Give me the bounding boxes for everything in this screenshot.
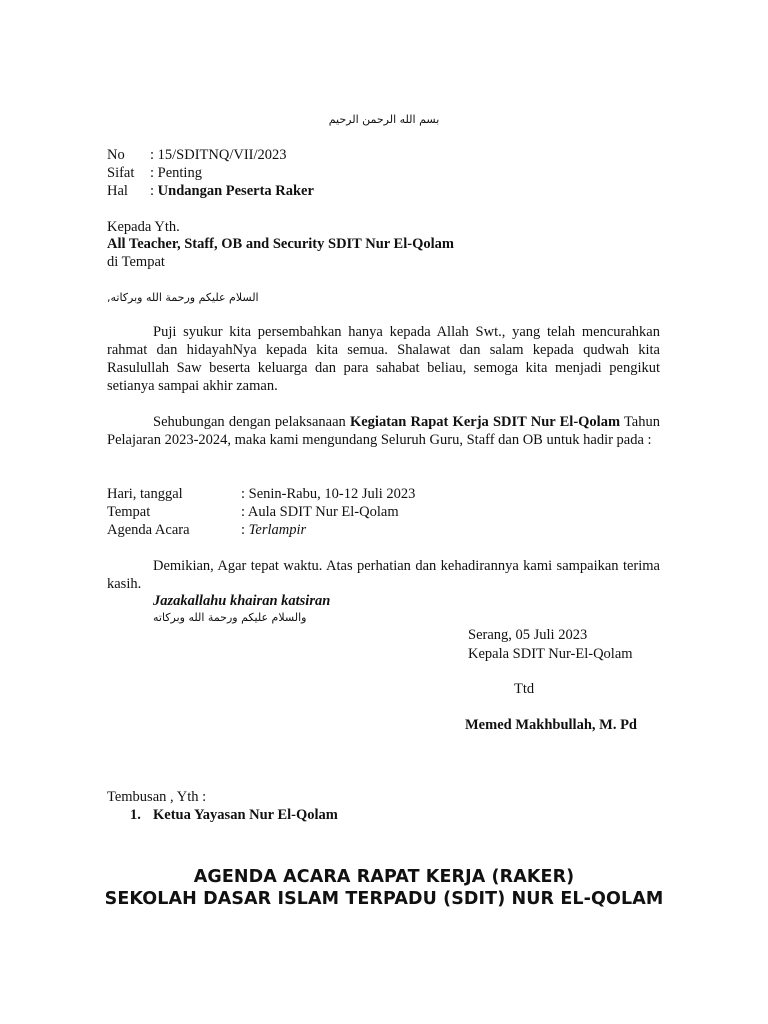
recipient-name: All Teacher, Staff, OB and Security SDIT Nur El-Qolam xyxy=(107,236,454,252)
tembusan-label: Tembusan , Yth : xyxy=(107,789,207,805)
meta-sifat-row xyxy=(107,164,202,182)
meta-sifat-label: Sifat xyxy=(107,165,135,181)
meta-no-value: : 15/SDITNQ/VII/2023 xyxy=(150,147,287,163)
paragraph-invitation-rest: Tahun Pelajaran 2023-2024, maka kami mengundang Seluruh Guru, Staff dan OB untuk hadir pada : xyxy=(107,414,660,448)
meta-no-row xyxy=(107,146,287,164)
agenda-heading-line1: AGENDA ACARA RAPAT KERJA (RAKER) xyxy=(193,867,575,887)
signature-name: Memed Makhbullah, M. Pd xyxy=(465,717,637,733)
paragraph-opening xyxy=(107,323,660,395)
meta-sifat-value: : Penting xyxy=(150,165,202,181)
signature-position: Kepala SDIT Nur-El-Qolam xyxy=(468,646,633,662)
meta-hal-separator: : xyxy=(150,183,158,199)
meta-hal-label: Hal xyxy=(107,183,128,199)
meta-hal-row xyxy=(107,182,314,200)
event-date-value: : Senin-Rabu, 10-12 Juli 2023 xyxy=(241,486,416,502)
event-agenda-separator: : xyxy=(241,522,249,538)
recipient-place: di Tempat xyxy=(107,254,165,270)
basmalah: بسم الله الرحمن الرحيم xyxy=(328,113,440,126)
meta-hal-value: Undangan Peserta Raker xyxy=(157,183,314,199)
tembusan-item-number: 1. xyxy=(130,807,141,823)
salam-opening: السلام عليكم ورحمة الله وبركاته, xyxy=(107,291,259,304)
paragraph-invitation xyxy=(107,413,660,449)
event-agenda-row xyxy=(107,521,306,539)
event-place-row xyxy=(107,503,399,521)
agenda-heading-line2: SEKOLAH DASAR ISLAM TERPADU (SDIT) NUR EL-QOLAM xyxy=(104,889,664,909)
paragraph-invitation-event: Kegiatan Rapat Kerja SDIT Nur El-Qolam xyxy=(349,414,621,430)
paragraph-closing xyxy=(107,557,660,593)
event-date-row xyxy=(107,485,415,503)
salam-closing: والسلام عليكم ورحمة الله وبركاته xyxy=(153,611,307,624)
recipient-line1: Kepada Yth. xyxy=(107,219,180,235)
event-agenda-value: Terlampir xyxy=(248,522,307,538)
signature-place-date: Serang, 05 Juli 2023 xyxy=(468,627,588,643)
event-date-label: Hari, tanggal xyxy=(107,486,183,502)
paragraph-invitation-lead: Sehubungan dengan pelaksanaan xyxy=(153,414,350,430)
closing-jazakallah: Jazakallahu khairan katsiran xyxy=(153,593,331,609)
event-agenda-label: Agenda Acara xyxy=(107,522,190,538)
event-place-label: Tempat xyxy=(107,504,151,520)
paragraph-closing-text: Demikian, Agar tepat waktu. Atas perhatian dan kehadirannya kami sampaikan terima kasih. xyxy=(107,558,660,592)
signature-ttd: Ttd xyxy=(514,681,535,697)
event-place-value: : Aula SDIT Nur El-Qolam xyxy=(241,504,399,520)
paragraph-opening-text: Puji syukur kita persembahkan hanya kepada Allah Swt., yang telah mencurahkan rahmat dan hidayahNya kepada kita semua. Shalawat dan salam kepada qudwah kita Rasulullah Saw beserta keluarga dan para sahabat beliau, semoga kita menjadi pengikut setianya sampai akhir zaman. xyxy=(107,324,660,394)
meta-no-label: No xyxy=(107,147,125,163)
tembusan-item: Ketua Yayasan Nur El-Qolam xyxy=(153,807,338,823)
